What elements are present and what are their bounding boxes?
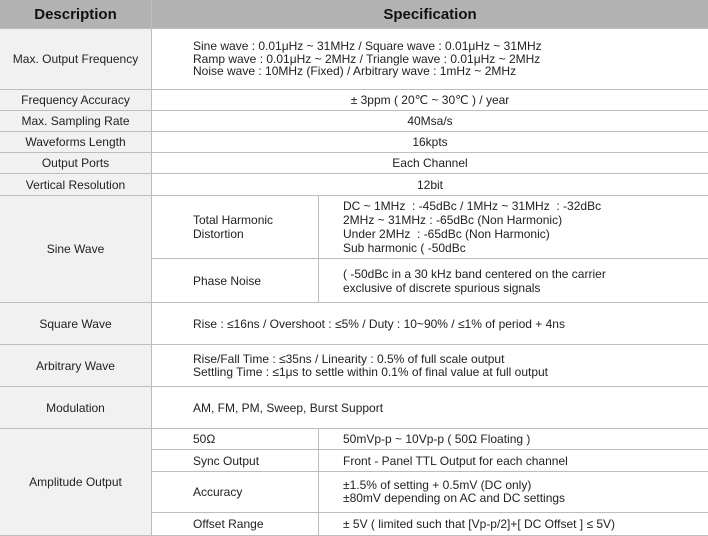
phase-noise-line: ( -50dBc in a 30 kHz band centered on the carrier xyxy=(343,266,606,281)
value-50-ohm xyxy=(343,429,530,449)
value-offset-range xyxy=(343,513,615,535)
thd-line: Under 2MHz : -65dBc (Non Harmonic) xyxy=(343,227,550,241)
sublabel-50-ohm xyxy=(193,429,215,449)
thd-line: 2MHz ~ 31MHz : -65dBc (Non Harmonic) xyxy=(343,213,563,227)
label-max-output-frequency: Max. Output Frequency xyxy=(0,29,151,89)
modulation-text: AM, FM, PM, Sweep, Burst Support xyxy=(193,400,384,415)
value-total-harmonic-distortion xyxy=(343,196,601,258)
value-square-wave xyxy=(193,303,565,344)
value-waveforms-length: 16kpts xyxy=(412,135,448,149)
label-sine-wave: Sine Wave xyxy=(0,196,151,302)
sine-subcolumn-divider xyxy=(318,195,319,302)
label-modulation: Modulation xyxy=(0,387,151,428)
value-vertical-resolution: 12bit xyxy=(416,177,444,192)
arbitrary-wave-line: Settling Time : ≤1μs to settle within 0.1% of final value at full output xyxy=(193,364,549,379)
arbitrary-wave-line: Rise/Fall Time : ≤35ns / Linearity : 0.5% of full scale output xyxy=(193,351,505,366)
value-sync-output xyxy=(343,450,568,471)
phase-noise-label: Phase Noise xyxy=(193,273,262,288)
label-frequency-accuracy: Frequency Accuracy xyxy=(0,90,151,110)
thd-label-line: Total Harmonic xyxy=(193,213,274,227)
value-modulation xyxy=(193,387,383,428)
value-max-sampling-rate: 40Msa/s xyxy=(407,114,453,128)
max-freq-line: Ramp wave : 0.01μHz ~ 2MHz / Triangle wave : 0.01μHz ~ 2MHz xyxy=(193,51,541,66)
ohm-label: 50Ω xyxy=(193,432,216,446)
label-arbitrary-wave: Arbitrary Wave xyxy=(0,345,151,386)
accuracy-line: ±80mV depending on AC and DC settings xyxy=(343,491,566,505)
column-divider xyxy=(151,0,152,536)
thd-label-line: Distortion xyxy=(193,227,244,241)
accuracy-line: ±1.5% of setting + 0.5mV (DC only) xyxy=(343,478,532,492)
ohm-value: 50mVp-p ~ 10Vp-p ( 50Ω Floating ) xyxy=(343,432,531,446)
phase-noise-line: exclusive of discrete spurious signals xyxy=(343,280,541,295)
header-description: Description xyxy=(0,0,151,28)
label-max-sampling-rate: Max. Sampling Rate xyxy=(0,111,151,131)
label-square-wave: Square Wave xyxy=(0,303,151,344)
sublabel-sync-output xyxy=(193,450,259,471)
label-output-ports: Output Ports xyxy=(0,153,151,173)
thd-line: Sub harmonic ( -50dBc xyxy=(343,241,466,255)
sync-label: Sync Output xyxy=(193,453,260,468)
sublabel-offset-range xyxy=(193,513,264,535)
value-arbitrary-wave xyxy=(193,345,548,386)
offset-value: ± 5V ( limited such that [Vp-p/2]+[ DC Offset ] ≤ 5V) xyxy=(343,517,616,531)
header-specification: Specification xyxy=(152,0,708,28)
label-waveforms-length: Waveforms Length xyxy=(0,132,151,152)
offset-label: Offset Range xyxy=(193,517,264,531)
label-vertical-resolution: Vertical Resolution xyxy=(0,174,151,195)
value-max-output-frequency xyxy=(193,40,542,78)
value-output-ports: Each Channel xyxy=(392,156,468,170)
label-amplitude-output: Amplitude Output xyxy=(0,429,151,535)
max-freq-line: Noise wave : 10MHz (Fixed) / Arbitrary wave : 1mHz ~ 2MHz xyxy=(193,64,517,78)
sync-value: Front - Panel TTL Output for each channel xyxy=(343,453,568,468)
square-wave-text: Rise : ≤16ns / Overshoot : ≤5% / Duty : 10~90% / ≤1% of period + 4ns xyxy=(193,316,565,331)
sublabel-phase-noise xyxy=(193,259,261,302)
amp-subcolumn-divider xyxy=(318,428,319,536)
value-phase-noise xyxy=(343,259,606,302)
value-frequency-accuracy: ± 3ppm ( 20℃ ~ 30℃ ) / year xyxy=(350,93,510,107)
value-accuracy xyxy=(343,472,565,512)
thd-line: DC ~ 1MHz : -45dBc / 1MHz ~ 31MHz : -32dBc xyxy=(343,199,602,213)
sublabel-accuracy xyxy=(193,472,242,512)
accuracy-label: Accuracy xyxy=(193,485,243,499)
max-freq-line: Sine wave : 0.01μHz ~ 31MHz / Square wave : 0.01μHz ~ 31MHz xyxy=(193,39,542,53)
sublabel-total-harmonic-distortion xyxy=(193,196,273,258)
